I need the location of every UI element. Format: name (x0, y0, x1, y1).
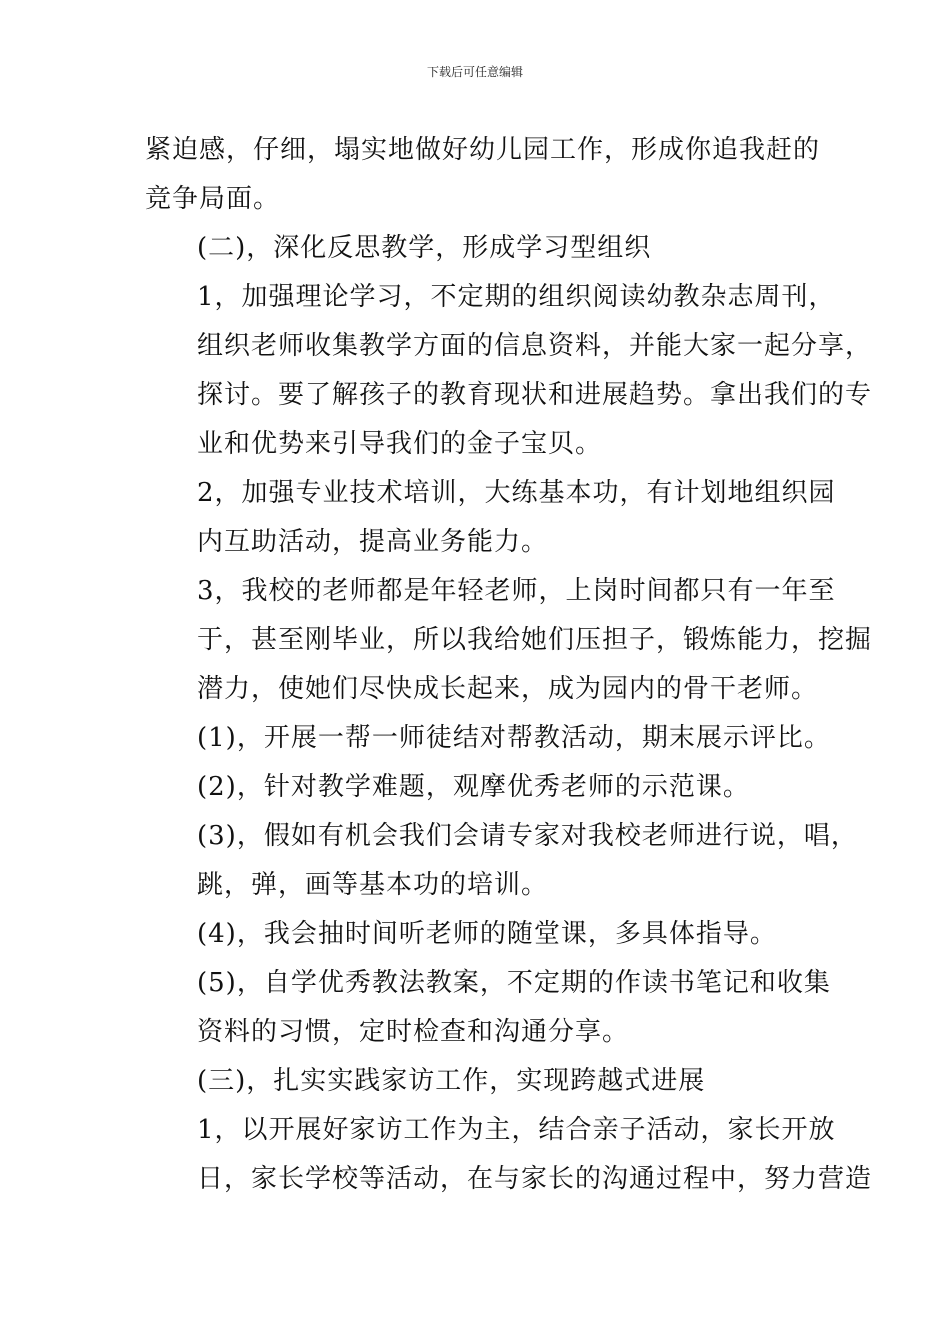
text-line: (5)，自学优秀教法教案，不定期的作读书笔记和收集 (197, 968, 831, 998)
text-line: (二)，深化反思教学，形成学习型组织 (197, 233, 652, 263)
document-body (145, 126, 873, 1204)
paragraph (145, 812, 858, 910)
text-line: 3，我校的老师都是年轻老师，上岗时间都只有一年至 (197, 576, 836, 606)
text-line: 探讨。要了解孩子的教育现状和进展趋势。拿出我们的专 (197, 380, 873, 410)
text-line: 内互助活动，提高业务能力。 (197, 527, 549, 557)
text-line: (1)，开展一帮一师徒结对帮教活动，期末展示评比。 (197, 723, 831, 753)
paragraph (145, 273, 873, 469)
text-line: (3)，假如有机会我们会请专家对我校老师进行说，唱， (197, 821, 858, 851)
paragraph (145, 469, 836, 567)
paragraph (145, 126, 821, 224)
paragraph (145, 567, 873, 714)
text-line: (2)，针对教学难题，观摩优秀老师的示范课。 (197, 772, 750, 802)
text-line: 竞争局面。 (145, 184, 281, 214)
text-line: 日，家长学校等活动，在与家长的沟通过程中，努力营造 (197, 1164, 873, 1194)
text-line: 紧迫感，仔细，塌实地做好幼儿园工作，形成你追我赶的 (145, 135, 821, 165)
paragraph (145, 910, 810, 959)
text-line: 2，加强专业技术培训，大练基本功，有计划地组织园 (197, 478, 836, 508)
section-heading (145, 1057, 810, 1106)
text-line: 1，以开展好家访工作为主，结合亲子活动，家长开放 (197, 1115, 836, 1145)
paragraph (145, 714, 831, 763)
text-line: (4)，我会抽时间听老师的随堂课，多具体指导。 (197, 919, 777, 949)
text-line: 业和优势来引导我们的金子宝贝。 (197, 429, 603, 459)
section-heading (145, 224, 810, 273)
text-line: 组织老师收集教学方面的信息资料，并能大家一起分享， (197, 331, 873, 361)
paragraph (145, 763, 810, 812)
text-line: 潜力，使她们尽快成长起来，成为园内的骨干老师。 (197, 674, 819, 704)
page-header: 下载后可任意编辑 (426, 65, 523, 79)
text-line: 于，甚至刚毕业，所以我给她们压担子，锻炼能力，挖掘 (197, 625, 873, 655)
text-line: 资料的习惯，定时检查和沟通分享。 (197, 1017, 630, 1047)
paragraph (145, 1106, 873, 1204)
text-line: 1，加强理论学习，不定期的组织阅读幼教杂志周刊， (197, 282, 836, 312)
text-line: (三)，扎实实践家访工作，实现跨越式进展 (197, 1066, 706, 1096)
text-line: 跳，弹，画等基本功的培训。 (197, 870, 549, 900)
paragraph (145, 959, 831, 1057)
